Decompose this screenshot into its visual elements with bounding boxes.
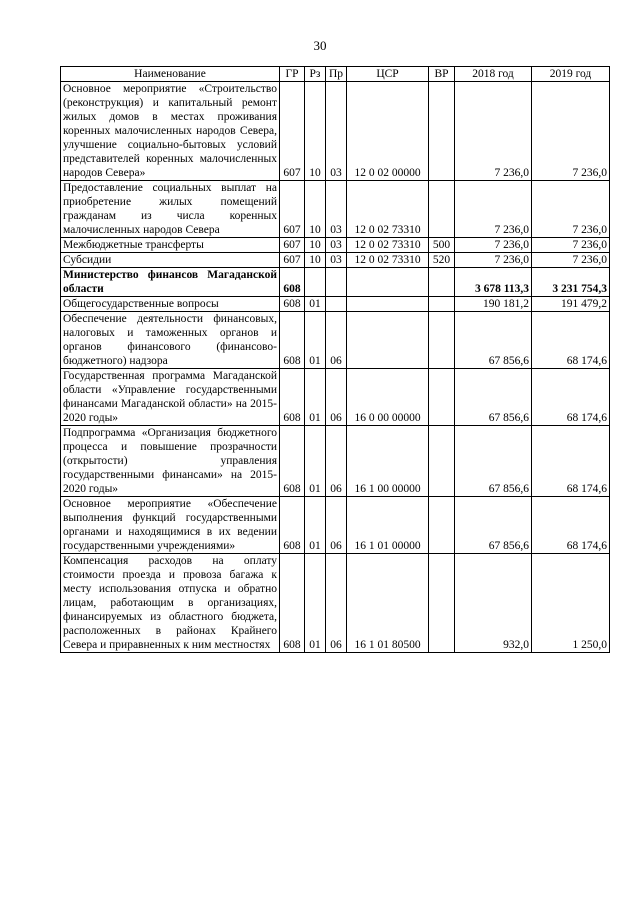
cell-2019: 7 236,0 [532, 181, 610, 238]
cell-vr: 500 [429, 238, 455, 253]
table-row [61, 297, 610, 312]
cell-vr [429, 312, 455, 369]
table-row [61, 82, 610, 181]
table-row [61, 369, 610, 426]
cell-vr [429, 268, 455, 297]
cell-pr: 03 [326, 253, 347, 268]
cell-2018: 67 856,6 [455, 312, 532, 369]
cell-name: Субсидии [61, 253, 280, 268]
table-row [61, 426, 610, 497]
cell-csr [347, 312, 429, 369]
cell-csr: 16 1 00 00000 [347, 426, 429, 497]
cell-name: Межбюджетные трансферты [61, 238, 280, 253]
header-rz: Рз [305, 67, 326, 82]
cell-vr [429, 426, 455, 497]
header-row [61, 67, 610, 82]
cell-2019: 7 236,0 [532, 82, 610, 181]
cell-csr: 16 0 00 00000 [347, 369, 429, 426]
cell-vr [429, 297, 455, 312]
cell-2019: 3 231 754,3 [532, 268, 610, 297]
page-number: 30 [313, 38, 327, 53]
cell-gr: 608 [280, 312, 305, 369]
table-row [61, 554, 610, 653]
cell-pr: 03 [326, 238, 347, 253]
cell-2018: 7 236,0 [455, 238, 532, 253]
cell-2019: 191 479,2 [532, 297, 610, 312]
cell-2018: 67 856,6 [455, 426, 532, 497]
cell-rz: 01 [305, 554, 326, 653]
cell-csr: 12 0 02 73310 [347, 181, 429, 238]
cell-name: Государственная программа Магаданской области «Управление государственными финансами Магаданской области» на 2015-2020 годы» [61, 369, 280, 426]
cell-gr: 608 [280, 297, 305, 312]
cell-2018: 67 856,6 [455, 497, 532, 554]
cell-pr [326, 297, 347, 312]
header-csr: ЦСР [347, 67, 429, 82]
cell-gr: 607 [280, 82, 305, 181]
cell-2019: 68 174,6 [532, 312, 610, 369]
budget-table [60, 66, 610, 653]
cell-vr: 520 [429, 253, 455, 268]
cell-2018: 932,0 [455, 554, 532, 653]
cell-gr: 608 [280, 497, 305, 554]
cell-gr: 607 [280, 238, 305, 253]
cell-2018: 190 181,2 [455, 297, 532, 312]
cell-rz [305, 268, 326, 297]
table-row [61, 497, 610, 554]
table-row [61, 181, 610, 238]
cell-2019: 68 174,6 [532, 497, 610, 554]
cell-vr [429, 82, 455, 181]
cell-csr: 16 1 01 80500 [347, 554, 429, 653]
cell-csr: 12 0 02 73310 [347, 238, 429, 253]
cell-name: Подпрограмма «Организация бюджетного процесса и повышение прозрачности (открытости) управления государственными финансами» на 2015-2020 годы» [61, 426, 280, 497]
cell-name: Министерство финансов Магаданской области [61, 268, 280, 297]
cell-pr: 03 [326, 181, 347, 238]
header-pr: Пр [326, 67, 347, 82]
cell-2019: 68 174,6 [532, 369, 610, 426]
cell-pr: 06 [326, 554, 347, 653]
cell-rz: 10 [305, 82, 326, 181]
cell-pr: 06 [326, 426, 347, 497]
cell-rz: 01 [305, 297, 326, 312]
cell-2018: 7 236,0 [455, 253, 532, 268]
cell-csr [347, 297, 429, 312]
cell-gr: 607 [280, 253, 305, 268]
cell-pr: 06 [326, 497, 347, 554]
header-vr: ВР [429, 67, 455, 82]
cell-rz: 01 [305, 497, 326, 554]
cell-2018: 3 678 113,3 [455, 268, 532, 297]
table-row [61, 312, 610, 369]
table-row [61, 268, 610, 297]
cell-pr [326, 268, 347, 297]
cell-vr [429, 369, 455, 426]
cell-gr: 608 [280, 554, 305, 653]
cell-rz: 01 [305, 426, 326, 497]
cell-csr [347, 268, 429, 297]
cell-vr [429, 497, 455, 554]
header-2018: 2018 год [455, 67, 532, 82]
header-gr: ГР [280, 67, 305, 82]
header-2019: 2019 год [532, 67, 610, 82]
cell-csr: 16 1 01 00000 [347, 497, 429, 554]
cell-2019: 7 236,0 [532, 238, 610, 253]
cell-2019: 1 250,0 [532, 554, 610, 653]
cell-gr: 608 [280, 268, 305, 297]
cell-name: Основное мероприятие «Обеспечение выполнения функций государственными органами и находящимися в их ведении государственными учреждениями» [61, 497, 280, 554]
cell-name: Предоставление социальных выплат на приобретение жилых помещений гражданам из числа коренных малочисленных народов Севера [61, 181, 280, 238]
cell-2019: 7 236,0 [532, 253, 610, 268]
cell-rz: 10 [305, 238, 326, 253]
cell-pr: 03 [326, 82, 347, 181]
cell-pr: 06 [326, 369, 347, 426]
cell-vr [429, 181, 455, 238]
table-row [61, 253, 610, 268]
cell-rz: 01 [305, 369, 326, 426]
cell-csr: 12 0 02 00000 [347, 82, 429, 181]
cell-vr [429, 554, 455, 653]
cell-rz: 01 [305, 312, 326, 369]
cell-gr: 607 [280, 181, 305, 238]
table-row [61, 238, 610, 253]
cell-2018: 7 236,0 [455, 181, 532, 238]
cell-gr: 608 [280, 369, 305, 426]
cell-2018: 67 856,6 [455, 369, 532, 426]
cell-2018: 7 236,0 [455, 82, 532, 181]
cell-gr: 608 [280, 426, 305, 497]
cell-name: Обеспечение деятельности финансовых, налоговых и таможенных органов и органов финансового (финансово-бюджетного) надзора [61, 312, 280, 369]
cell-2019: 68 174,6 [532, 426, 610, 497]
header-name: Наименование [61, 67, 280, 82]
cell-name: Основное мероприятие «Строительство (реконструкция) и капитальный ремонт жилых домов в местах проживания коренных малочисленных народов Севера, улучшение социально-бытовых условий представителей коренных малочисленных народов Севера» [61, 82, 280, 181]
cell-rz: 10 [305, 181, 326, 238]
cell-csr: 12 0 02 73310 [347, 253, 429, 268]
cell-name: Общегосударственные вопросы [61, 297, 280, 312]
cell-rz: 10 [305, 253, 326, 268]
cell-pr: 06 [326, 312, 347, 369]
cell-name: Компенсация расходов на оплату стоимости проезда и провоза багажа к месту использования отпуска и обратно лицам, работающим в организациях, финансируемых из областного бюджета, расположенных в районах Крайнего Севера и приравненных к ним местностях [61, 554, 280, 653]
